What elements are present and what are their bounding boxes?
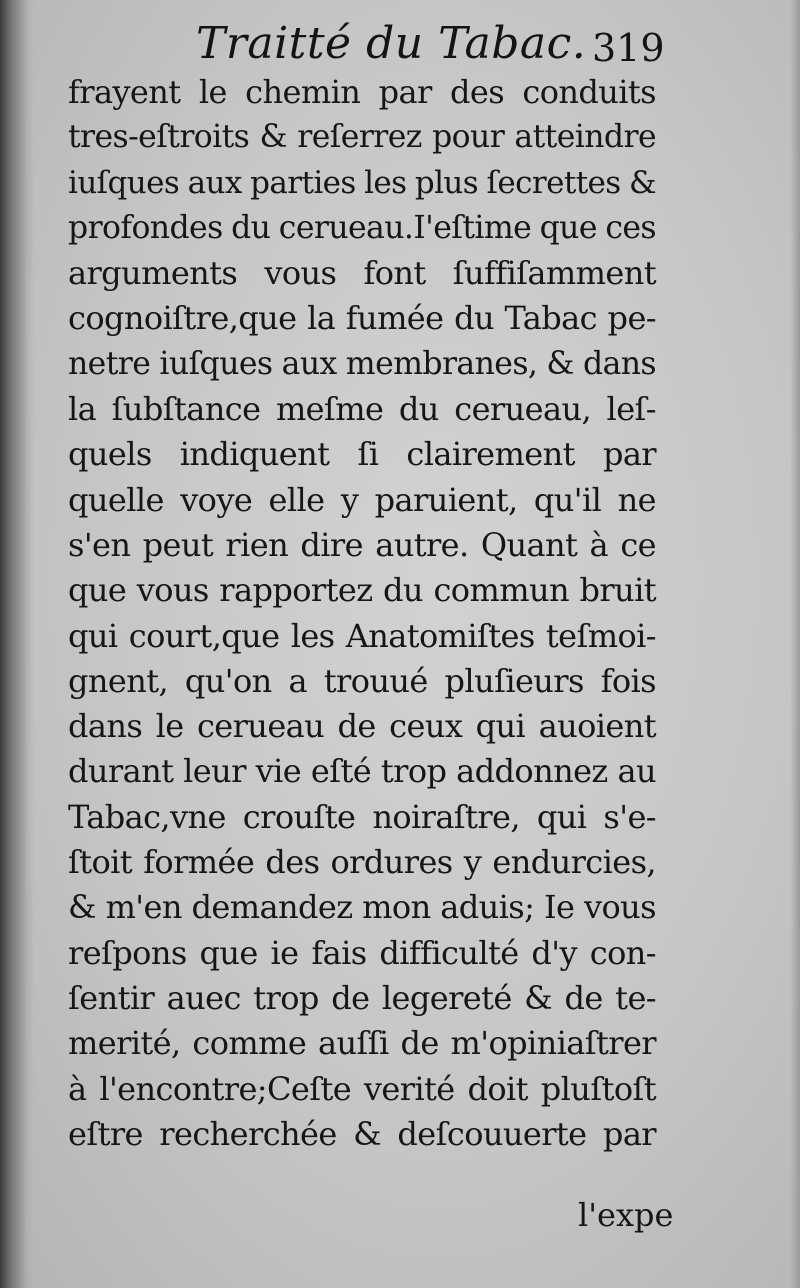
text-line: quels indiquent ſi clairement par: [68, 435, 656, 474]
text-line: durant leur vie eſté trop addonnez au: [68, 752, 656, 791]
text-line: merité, comme auſſi de m'opiniaſtrer: [68, 1024, 656, 1063]
running-title: Traitté du Tabac.: [196, 18, 587, 69]
text-line: que vous rapportez du commun bruit: [68, 571, 656, 610]
text-line: Tabac,vne crouſte noiraſtre, qui s'e-: [68, 797, 656, 836]
text-line: frayent le chemin par des conduits: [68, 73, 656, 111]
text-line: iuſques aux parties les plus ſecrettes &: [68, 164, 656, 201]
text-line: reſpons que ie fais difficulté d'y con-: [68, 933, 656, 972]
text-line: s'en peut rien dire autre. Quant à ce: [68, 525, 656, 564]
page-number: 319: [592, 26, 665, 70]
text-line: cognoiſtre,que la fumée du Tabac pe-: [68, 299, 656, 338]
text-line: la ſubſtance meſme du cerueau, leſ-: [68, 390, 656, 429]
page-edge: [790, 0, 800, 1288]
text-line: netre iuſques aux membranes, & dans: [68, 345, 656, 382]
text-line: gnent, qu'on a trouué pluſieurs fois: [68, 661, 656, 700]
text-line: dans le cerueau de ceux qui auoient: [68, 707, 656, 746]
text-line: tres-eſtroits & reſerrez pour atteindre: [68, 119, 656, 156]
text-line: ſentir auec trop de legereté & de te-: [68, 978, 656, 1017]
text-line: quelle voye elle y paruient, qu'il ne: [68, 480, 656, 519]
binding-shadow: [0, 0, 34, 1288]
text-line: à l'encontre;Ceſte verité doit pluſtoſt: [68, 1069, 656, 1108]
catchword: l'expe: [578, 1196, 674, 1234]
text-line: profondes du cerueau.I'eſtime que ces: [68, 209, 656, 246]
text-line: eſtre recherchée & deſcouuerte par: [68, 1114, 656, 1153]
text-line: & m'en demandez mon aduis; Ie vous: [68, 888, 656, 927]
text-line: arguments vous font ſuffiſamment: [68, 254, 656, 293]
body-text: [68, 70, 656, 1157]
page-header: [0, 14, 800, 74]
text-line: qui court,que les Anatomiſtes teſmoi-: [68, 616, 656, 655]
text-line: ſtoit formée des ordures y endurcies,: [68, 843, 656, 882]
